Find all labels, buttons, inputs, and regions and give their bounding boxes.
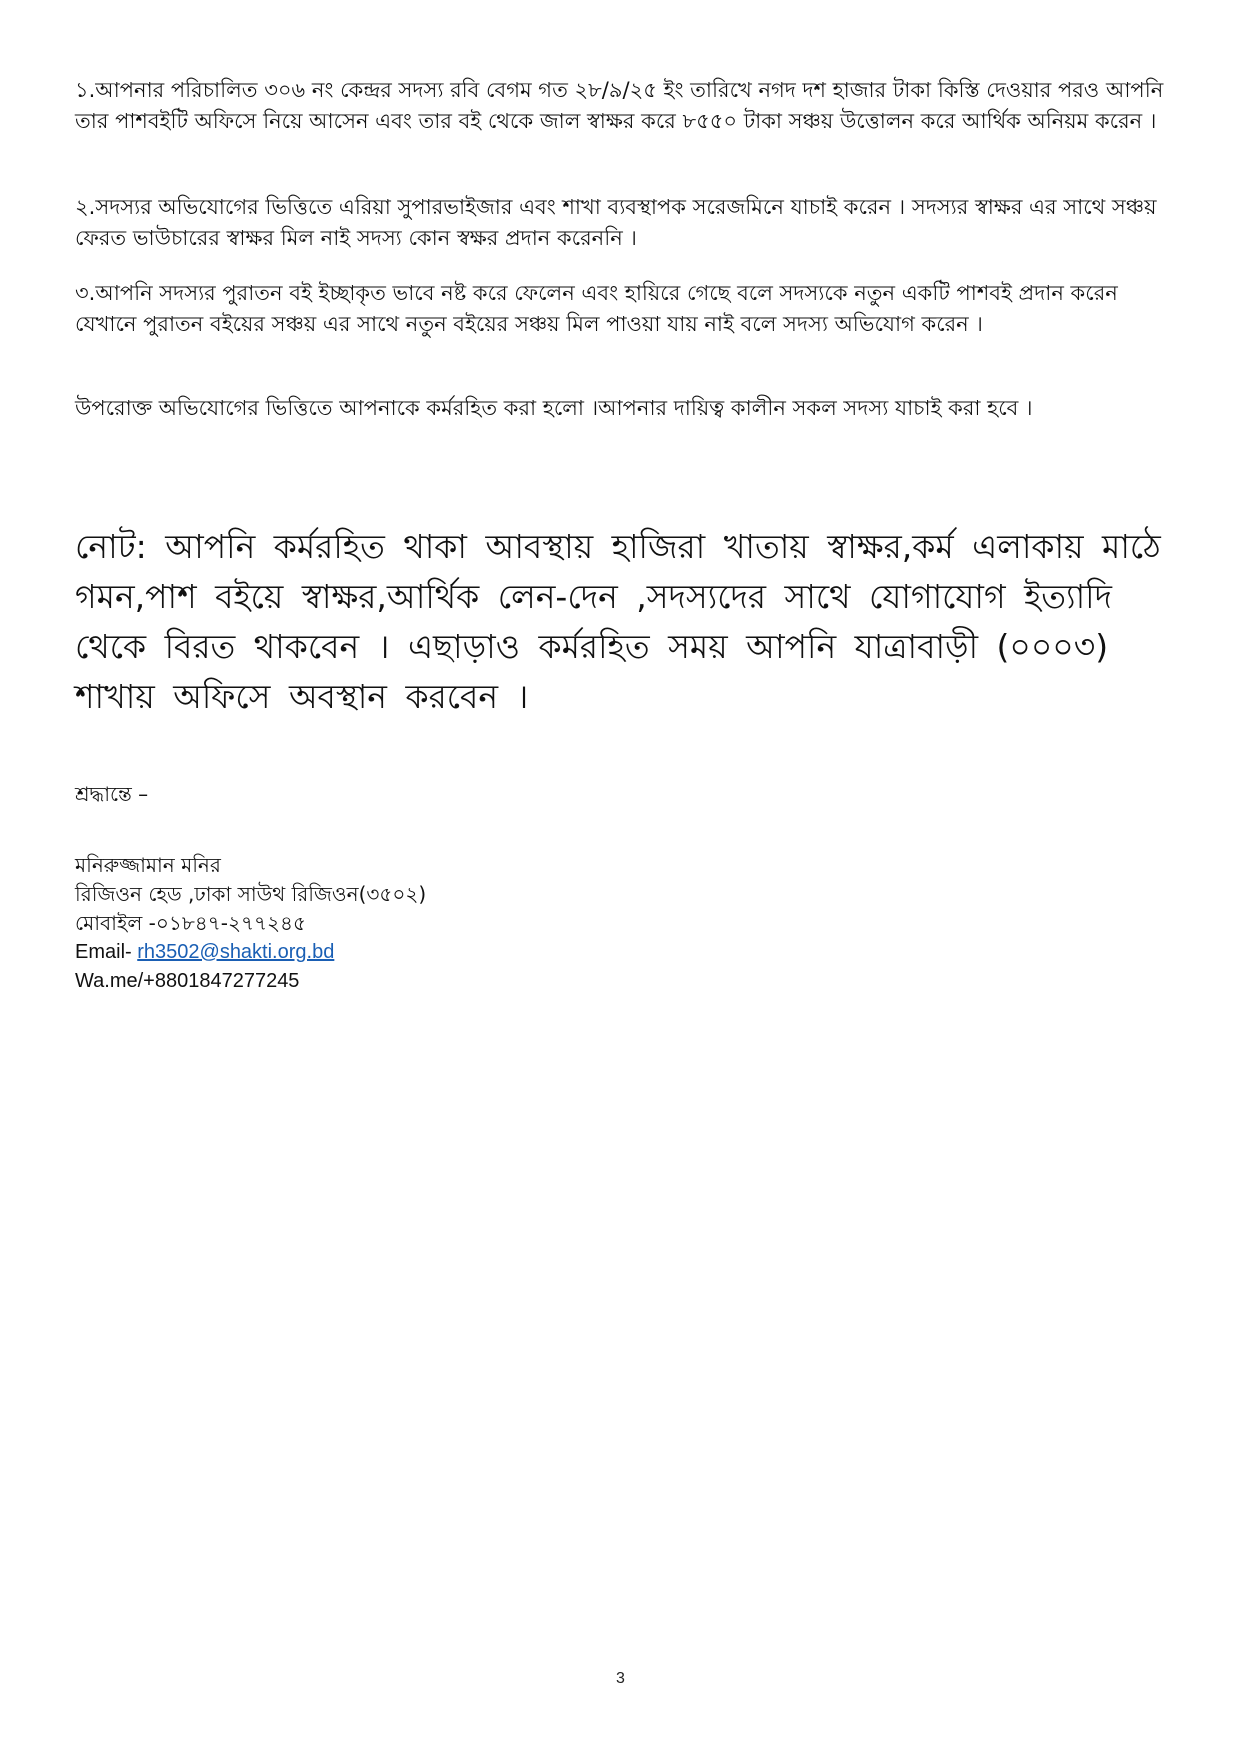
allegation-paragraph-2: ২.সদস্যর অভিযোগের ভিত্তিতে এরিয়া সুপারভাইজার এবং শাখা ব্যবস্থাপক সরেজমিনে যাচাই করেন । সদস্যর স্বাক্ষর এর সাথে সঞ্চয় ফেরত ভাউচারের স্বাক্ষর মিল নাই সদস্য কোন স্বক্ষর প্রদান করেননি ।	[75, 195, 1157, 250]
email-link[interactable]: rh3502@shakti.org.bd	[137, 941, 335, 963]
suspension-statement: উপরোক্ত অভিযোগের ভিত্তিতে আপনাকে কর্মরহিত করা হলো ।আপনার দায়িত্ব কালীন সকল সদস্য যাচাই করা হবে ।	[75, 396, 1033, 420]
page-number: 3	[616, 1670, 625, 1687]
signatory-whatsapp: Wa.me/+8801847277245	[75, 970, 300, 992]
allegation-paragraph-1: ১.আপনার পরিচালিত ৩০৬ নং কেন্দ্রর সদস্য রবি বেগম গত ২৮/৯/২৫ ইং তারিখে নগদ দশ হাজার টাকা কিস্তি দেওয়ার পরও আপনি তার পাশবইটি অফিসে নিয়ে আসেন এবং তার বই থেকে জাল স্বাক্ষর করে ৮৫৫০ টাকা সঞ্চয় উত্তোলন করে আর্থিক অনিয়ম করেন ।	[75, 78, 1164, 133]
signatory-mobile: মোবাইল -০১৮৪৭-২৭৭২৪৫	[75, 911, 306, 935]
signatory-email-line	[75, 938, 775, 967]
signatory-designation: রিজিওন হেড ,ঢাকা সাউথ রিজিওন(৩৫০২)	[75, 882, 427, 906]
email-label: Email-	[75, 941, 138, 963]
closing-salutation: শ্রদ্ধান্তে –	[75, 782, 149, 806]
signatory-name: মনিরুজ্জামান মনির	[75, 853, 221, 877]
note-paragraph: নোট: আপনি কর্মরহিত থাকা আবস্থায় হাজিরা খাতায় স্বাক্ষর,কর্ম এলাকায় মাঠে গমন,পাশ বইয়ে স্বাক্ষর,আর্থিক লেন-দেন ,সদস্যদের সাথে যোগাযোগ ইত্যাদি থেকে বিরত থাকবেন । এছাড়াও কর্মরহিত সময় আপনি যাত্রাবাড়ী (০০০৩) শাখায় অফিসে অবস্থান করবেন ।	[75, 527, 1161, 716]
allegation-paragraph-3: ৩.আপনি সদস্যর পুরাতন বই ইচ্ছাকৃত ভাবে নষ্ট করে ফেলেন এবং হায়িরে গেছে বলে সদস্যকে নতুন একটি পাশবই প্রদান করেন যেখানে পুরাতন বইয়ের সঞ্চয় এর সাথে নতুন বইয়ের সঞ্চয় মিল পাওয়া যায় নাই বলে সদস্য অভিযোগ করেন ।	[75, 281, 1118, 336]
signature-block	[75, 780, 775, 996]
